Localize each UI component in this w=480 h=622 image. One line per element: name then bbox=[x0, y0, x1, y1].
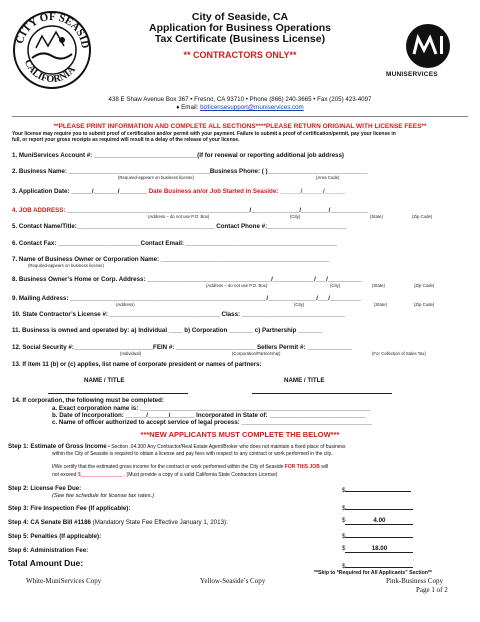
field-mailing-address[interactable]: 9. Mailing Address: _________________________________________________________/______________/___/_________ bbox=[12, 295, 361, 302]
mailing-state-hint: (State) bbox=[374, 302, 387, 307]
partner-col1-label: NAME / TITLE bbox=[84, 377, 125, 384]
certify-text: I/We certify that the estimated gross income for the contract or work performed within the City of Seaside bbox=[52, 464, 284, 470]
field-tax-ids[interactable]: 12. Social Security #:_______________________FEIN #: _______________________ Sellers Permit #: _____________ bbox=[12, 344, 352, 351]
field-owner-address[interactable]: 8. Business Owner’s Home or Corp. Address: ____________________________________/____________/___/__________ bbox=[12, 276, 363, 283]
mailing-address-hint: (Address) bbox=[116, 302, 135, 307]
job-zip-hint: (Zip Code) bbox=[412, 214, 433, 219]
step2-dollar: $ bbox=[342, 487, 346, 494]
owner-zip-hint: (Zip Code) bbox=[414, 283, 435, 288]
partner-line-1[interactable] bbox=[48, 393, 188, 394]
mailing-city-hint: (City) bbox=[294, 302, 305, 307]
certify-will: will bbox=[321, 464, 329, 470]
field-ownership-type[interactable]: 11. Business is owned and operated by: a) Individual ____ b) Corporation _______ c) Partnership _______ bbox=[12, 327, 323, 334]
exceed-note: . (Must provide a copy of a valid California State Contractors License) bbox=[123, 472, 278, 478]
step6-label: Step 6: Administration Fee: bbox=[8, 547, 89, 554]
pink-copy-label: Pink-Business Copy bbox=[386, 577, 443, 585]
ssn-hint: (Individual) bbox=[120, 351, 142, 356]
job-address-blank: _____________________________________________________/______________/________/___________ bbox=[67, 207, 369, 214]
white-copy-label: White-MuniServices Copy bbox=[26, 577, 102, 585]
for-this-job: FOR THIS JOB bbox=[284, 464, 320, 470]
total-amount[interactable] bbox=[342, 561, 413, 570]
owner-state-hint: (State) bbox=[372, 283, 385, 288]
field-contact-name[interactable]: 5. Contact Name/Title:________________________________________ Contact Phone #:_______________________ bbox=[12, 223, 347, 230]
partner-line-2[interactable] bbox=[252, 393, 392, 394]
application-date-label: 3. Application Date: ______/_______/________ bbox=[12, 188, 147, 195]
page-number: Page 1 of 2 bbox=[416, 586, 448, 594]
step1-text2: within the City of Seaside is required to obtain a license and pay fees with respect to any contract or work performed in the city. bbox=[52, 451, 333, 457]
yellow-copy-label: Yellow-Seaside’s Copy bbox=[200, 577, 266, 585]
owner-city-hint: (City) bbox=[330, 283, 341, 288]
sellers-permit-hint: (For Collection of Sales Tax) bbox=[372, 351, 426, 356]
job-address-label: 4. JOB ADDRESS: bbox=[12, 207, 66, 214]
mailing-zip-hint: (Zip Code) bbox=[414, 302, 435, 307]
email-line bbox=[80, 104, 400, 111]
office-address: 438 E Shaw Avenue Box 367 • Fresno, CA 93710 • Phone (866) 240-3665 • Fax (205) 423-4097 bbox=[108, 96, 372, 103]
title-line3: Tax Certificate (Business License) bbox=[154, 33, 326, 45]
muniservices-logo bbox=[386, 22, 462, 82]
step2-label: Step 2: License Fee Due: bbox=[8, 485, 82, 492]
business-name-hint: (Required-appears on business license) bbox=[118, 175, 194, 180]
job-start-date-label: Date Business an/or Job Started in Seaside: ______/______/______ bbox=[148, 188, 346, 195]
step6-dollar: $ bbox=[342, 545, 346, 552]
step2-note: (See fee schedule for license tax rates.) bbox=[52, 493, 155, 499]
step5-label: Step 5: Penalties (If applicable): bbox=[8, 533, 102, 540]
step3-dollar: $ bbox=[342, 505, 346, 512]
partner-col2-label: NAME / TITLE bbox=[284, 377, 325, 384]
gross-income-field[interactable]: $_______________ bbox=[77, 472, 123, 478]
field-account-number[interactable]: 1. MuniServices Account #: ______________________________(If for renewal or reporting additional job address) bbox=[12, 152, 344, 159]
city-seal bbox=[12, 10, 92, 90]
step4-label: Step 4: CA Senate Bill #1186 bbox=[8, 519, 91, 526]
fein-hint: (Corporation/Partnership) bbox=[232, 351, 281, 356]
step1-label: Step 1: Estimate of Gross Income bbox=[8, 443, 107, 450]
skip-note: **Skip to *Required for All Applicants" Section** bbox=[314, 570, 432, 576]
step5-dollar: $ bbox=[342, 533, 346, 540]
contractors-only-label: ** CONTRACTORS ONLY** bbox=[183, 50, 297, 60]
notice-line3: full, or report your gross receipts as required will result in a delay of the release of your license. bbox=[12, 137, 240, 143]
job-city-hint: (City) bbox=[290, 214, 301, 219]
owner-address-hint: (Address – do not use P.O. Box) bbox=[206, 283, 268, 288]
step1-exceed[interactable] bbox=[52, 472, 277, 478]
total-dollar: $ bbox=[342, 563, 346, 570]
step1-text1: • Section .04.300 Any Contractor/Real Estate Agent/Broker who does not maintain a fixed place of business bbox=[108, 444, 346, 450]
title-line1: City of Seaside, CA bbox=[191, 11, 289, 23]
step3-amount[interactable] bbox=[342, 503, 413, 512]
job-state-hint: (State) bbox=[370, 214, 383, 219]
owner-name-hint: (Required-appears on business license) bbox=[28, 263, 104, 268]
svg-text:CITY OF SEASIDE: CITY OF SEASID bbox=[13, 10, 92, 50]
logo-text: MUNISERVICES bbox=[386, 71, 438, 78]
step2-amount[interactable] bbox=[342, 485, 411, 494]
form-title bbox=[120, 12, 360, 45]
total-label: Total Amount Due: bbox=[8, 558, 84, 568]
field-application-date[interactable] bbox=[12, 188, 345, 195]
new-applicants-banner: ***NEW APPLICANTS MUST COMPLETE THE BELOW*** bbox=[140, 430, 340, 439]
field-legal-officer[interactable]: c. Name of officer authorized to accept service of legal process: ______________________________________ bbox=[52, 419, 373, 426]
field-corporation-name[interactable]: a. Exact corporation name is: ___________________________________________________________________ bbox=[52, 405, 371, 412]
step4-note: (Mandatory State Fee Effective January 1, 2013): bbox=[92, 519, 228, 526]
step4-dollar: $ bbox=[342, 517, 346, 524]
step1-certify bbox=[52, 464, 328, 470]
step1-line1 bbox=[8, 443, 346, 450]
field-job-address[interactable] bbox=[12, 207, 368, 214]
notice-line2: Your license may require you to submit proof of certification and/or permit with your payment. Failure to submit a proof of certification/permit, pay your license in bbox=[12, 131, 396, 137]
svg-text:CALIFORNIA: CALIFORNIA bbox=[21, 58, 78, 86]
field-business-name[interactable]: 2. Business Name: _________________________________________Business Phone: ( )_____________________________ bbox=[12, 168, 368, 175]
step4-value: 4.00 bbox=[345, 517, 413, 525]
email-label: ♦ Email: bbox=[176, 104, 199, 111]
title-line2: Application for Business Operations bbox=[148, 22, 332, 34]
field-incorporation-date[interactable]: b. Date of Incorporation: ______/______/_______ Incorporated in State of: ____________________________ bbox=[52, 412, 366, 419]
field-contractor-license[interactable]: 10. State Contractor’s License #: ________________________________ Class: ______________________________ bbox=[12, 311, 346, 318]
job-address-hint: (Address – do not use P.O. Box) bbox=[148, 214, 210, 219]
step6-amount[interactable] bbox=[342, 545, 413, 553]
step5-amount[interactable] bbox=[342, 531, 413, 540]
header-divider bbox=[12, 116, 468, 117]
field-partners-heading: 13. If item 11 (b) or (c) applies, list name of corporate president or names of partners: bbox=[12, 361, 262, 368]
step4-line bbox=[8, 519, 228, 526]
field-contact-fax[interactable]: 6. Contact Fax: ________________________Contact Email: ____________________________________________ bbox=[12, 240, 338, 247]
email-link[interactable]: bizlicensesupport@muniservices.com bbox=[200, 104, 304, 111]
field-owner-name[interactable]: 7. Name of Business Owner or Corporation Name: _________________________________________________ bbox=[12, 256, 330, 263]
step4-amount[interactable] bbox=[342, 517, 413, 525]
area-code-hint: (Area Code) bbox=[316, 175, 340, 180]
field-corporation-heading: 14. If corporation, the following must be completed: bbox=[12, 397, 164, 404]
step6-value: 18.00 bbox=[345, 545, 413, 553]
notice-red: **PLEASE PRINT INFORMATION AND COMPLETE ALL SECTIONS****PLEASE RETURN ORIGINAL WITH LICENSE FEES** bbox=[53, 123, 427, 130]
step3-label: Step 3: Fire Inspection Fee (If applicable): bbox=[8, 505, 131, 512]
exceed-text: not exceed bbox=[52, 472, 77, 478]
